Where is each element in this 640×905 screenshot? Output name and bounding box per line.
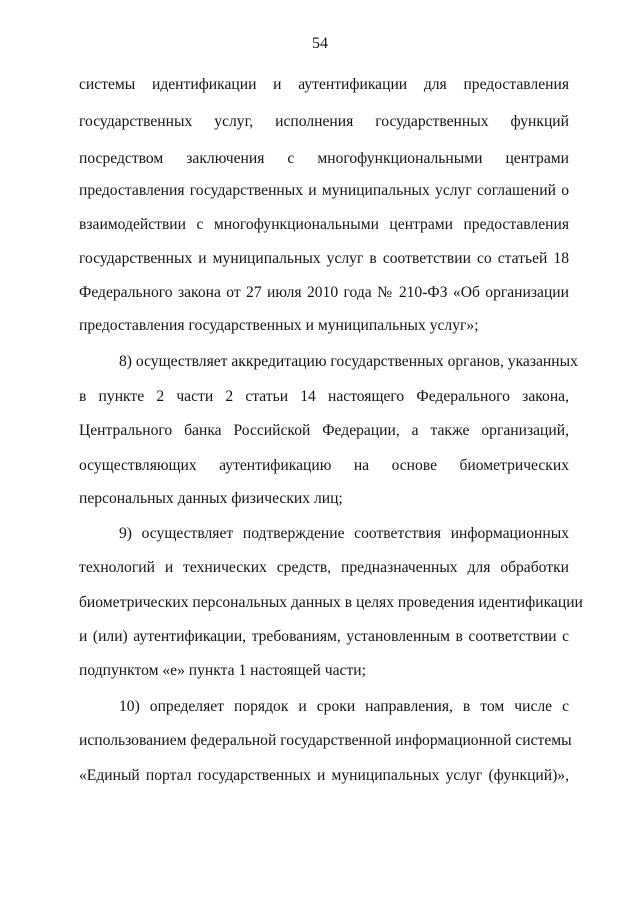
text-line: 8) осуществляет аккредитацию государственных органов, указанных [119,353,578,370]
text-line: предоставления государственных и муниципальных услуг»; [79,317,479,334]
page-number: 54 [312,35,328,52]
text-line: Федерального закона от 27 июля 2010 года № 210-ФЗ «Об организации [79,284,569,301]
text-line: посредством заключения с многофункциональными центрами [79,150,569,167]
text-line: 10) определяет порядок и сроки направления, в том числе с [119,698,569,715]
text-line: государственных и муниципальных услуг в соответствии со статьей 18 [79,250,569,267]
text-line: государственных услуг, исполнения государственных функций [79,113,569,130]
text-line: подпунктом «е» пункта 1 настоящей части; [79,662,366,679]
text-line: технологий и технических средств, предназначенных для обработки [79,559,569,576]
text-line: Центрального банка Российской Федерации, а также организаций, [79,422,569,439]
text-line: 9) осуществляет подтверждение соответствия информационных [119,525,569,542]
text-line: «Единый портал государственных и муниципальных услуг (функций)», [79,767,569,784]
text-line: персональных данных физических лиц; [79,490,343,507]
text-line: предоставления государственных и муниципальных услуг соглашений о [79,182,569,199]
text-line: в пункте 2 части 2 статьи 14 настоящего Федерального закона, [79,388,569,405]
text-line: системы идентификации и аутентификации для предоставления [79,76,569,93]
text-line: осуществляющих аутентификацию на основе биометрических [79,457,569,474]
text-line: взаимодействии с многофункциональными центрами предоставления [79,216,569,233]
text-line: и (или) аутентификации, требованиям, установленным в соответствии с [79,628,569,645]
text-line: биометрических персональных данных в целях проведения идентификации [79,594,583,611]
text-line: использованием федеральной государственной информационной системы [79,732,572,749]
